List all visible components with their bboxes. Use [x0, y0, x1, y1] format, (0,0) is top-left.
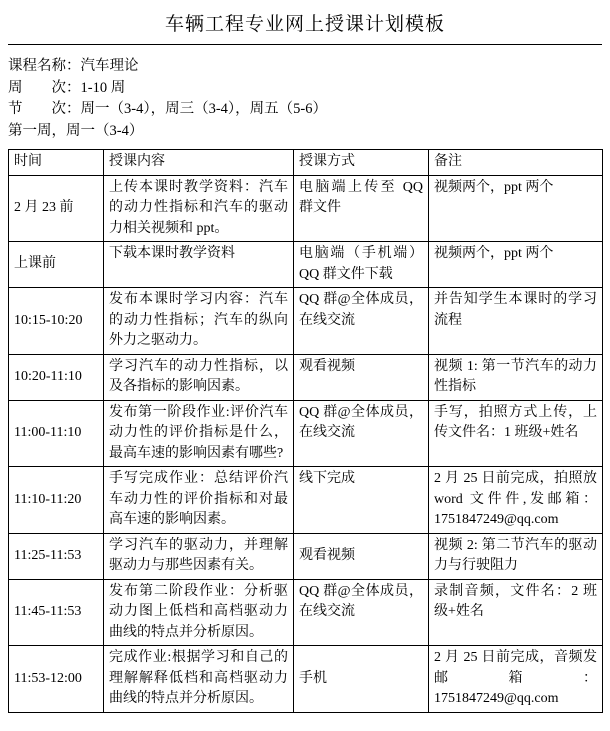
- table-row: [9, 288, 603, 355]
- cell-note: 视频 2: 第二节汽车的驱动力与行驶阻力: [429, 533, 603, 579]
- cell-content: 学习汽车的驱动力，并理解驱动力与那些因素有关。: [104, 533, 294, 579]
- cell-content: 手写完成作业：总结评价汽车动力性的评价指标和对最高车速的影响因素。: [104, 467, 294, 534]
- course-info-block: [8, 56, 602, 142]
- cell-note: 手写，拍照方式上传，上传文件名：1 班级+姓名: [429, 400, 603, 467]
- table-row: [9, 175, 603, 242]
- cell-time: 上课前: [9, 242, 104, 288]
- table-row: [9, 242, 603, 288]
- table-row: [9, 400, 603, 467]
- cell-method: 线下完成: [294, 467, 429, 534]
- cell-content: 发布本课时学习内容：汽车的动力性指标；汽车的纵向外力之驱动力。: [104, 288, 294, 355]
- cell-content: 发布第二阶段作业：分析驱动力图上低档和高档驱动力曲线的特点并分析原因。: [104, 579, 294, 646]
- cell-method: QQ 群@全体成员，在线交流: [294, 400, 429, 467]
- cell-method: 电脑端上传至 QQ 群文件: [294, 175, 429, 242]
- cell-note: 2 月 25 日前完成，拍照放 word 文件件,发邮箱：1751847249@qq.com: [429, 467, 603, 534]
- cell-method: 手机: [294, 646, 429, 713]
- cell-time: 11:45-11:53: [9, 579, 104, 646]
- column-header-time: 时间: [9, 150, 104, 176]
- column-header-note: 备注: [429, 150, 603, 176]
- info-line-course-name: 课程名称：汽车理论: [8, 58, 139, 74]
- table-row: [9, 533, 603, 579]
- cell-note: 录制音频，文件名：2 班级+姓名: [429, 579, 603, 646]
- info-line-weeks: 周 次：1-10 周: [8, 79, 126, 96]
- cell-method: 观看视频: [294, 354, 429, 400]
- cell-method: QQ 群@全体成员，在线交流: [294, 288, 429, 355]
- cell-content: 完成作业:根据学习和自己的理解解释低档和高档驱动力曲线的特点并分析原因。: [104, 646, 294, 713]
- cell-content: 学习汽车的动力性指标，以及各指标的影响因素。: [104, 354, 294, 400]
- cell-time: 11:25-11:53: [9, 533, 104, 579]
- cell-note: 并告知学生本课时的学习流程: [429, 288, 603, 355]
- cell-time: 2 月 23 前: [9, 175, 104, 242]
- info-line-sessions: 节 次：周一（3-4），周三（3-4），周五（5-6）: [8, 101, 327, 117]
- table-row: [9, 579, 603, 646]
- table-row: [9, 646, 603, 713]
- cell-method: 电脑端（手机端）QQ 群文件下载: [294, 242, 429, 288]
- cell-time: 10:15-10:20: [9, 288, 104, 355]
- cell-note: 视频两个，ppt 两个: [429, 175, 603, 242]
- cell-content: 下载本课时教学资料: [104, 242, 294, 288]
- page-title: 车辆工程专业网上授课计划模板: [8, 6, 602, 45]
- cell-time: 10:20-11:10: [9, 354, 104, 400]
- cell-time: 11:53-12:00: [9, 646, 104, 713]
- cell-note: 视频 1: 第一节汽车的动力性指标: [429, 354, 603, 400]
- cell-time: 11:00-11:10: [9, 400, 104, 467]
- column-header-method: 授课方式: [294, 150, 429, 176]
- cell-method: QQ 群@全体成员，在线交流: [294, 579, 429, 646]
- schedule-table: [8, 149, 603, 713]
- info-line-current-session: 第一周，周一（3-4）: [8, 122, 144, 139]
- cell-time: 11:10-11:20: [9, 467, 104, 534]
- table-header-row: [9, 150, 603, 176]
- table-row: [9, 467, 603, 534]
- cell-method: 观看视频: [294, 533, 429, 579]
- cell-note: 视频两个，ppt 两个: [429, 242, 603, 288]
- column-header-content: 授课内容: [104, 150, 294, 176]
- cell-content: 发布第一阶段作业:评价汽车动力性的评价指标是什么，最高车速的影响因素有哪些?: [104, 400, 294, 467]
- table-row: [9, 354, 603, 400]
- cell-content: 上传本课时教学资料：汽车的动力性指标和汽车的驱动力相关视频和 ppt。: [104, 175, 294, 242]
- cell-note: 2 月 25 日前完成，音频发邮箱：1751847249@qq.com: [429, 646, 603, 713]
